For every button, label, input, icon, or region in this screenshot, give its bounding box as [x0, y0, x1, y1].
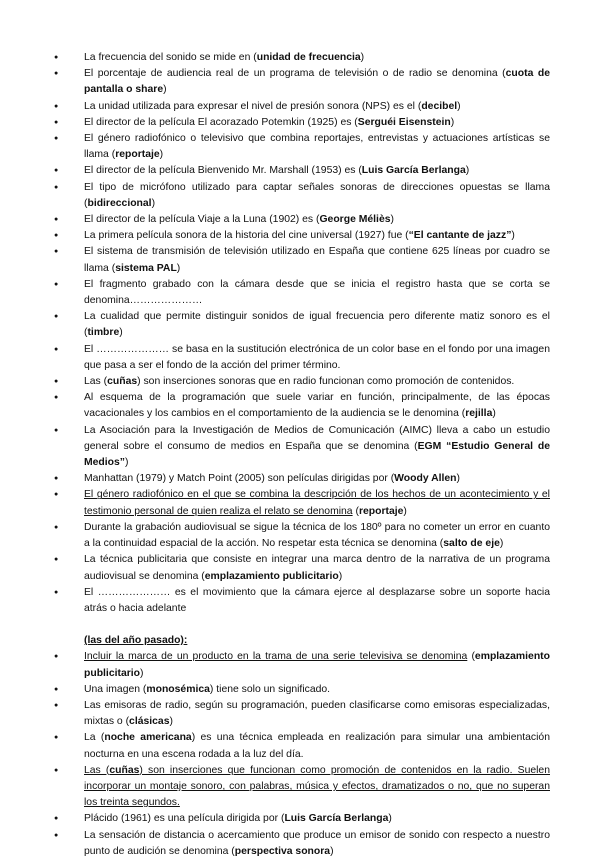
item-text: El ………………… es el movimiento que la cámara ejerce al desplazarse sobre un soporte hacia atrás o hacia adelante — [84, 586, 550, 614]
list-item — [52, 228, 550, 244]
item-text: El sistema de transmisión de televisión utilizado en España que contiene 625 líneas por cuadro se llama ( — [84, 246, 550, 274]
item-answer: cuñas — [107, 376, 138, 388]
item-answer: emplazamiento publicitario — [84, 651, 550, 679]
item-answer: decibel — [421, 100, 458, 112]
item-answer: unidad de frecuencia — [256, 52, 361, 63]
item-answer: sistema PAL — [115, 262, 177, 274]
item-text: Las ( — [84, 376, 108, 388]
document-body — [52, 50, 550, 860]
list-item — [52, 698, 550, 730]
item-text: La primera película sonora de la historia del cine universal (1927) fue ( — [84, 230, 409, 242]
list-item — [52, 390, 550, 422]
item-text: La técnica publicitaria que consiste en integrar una marca dentro de la narrativa de un programa audiovisual se denomina ( — [84, 554, 550, 582]
item-text: Al esquema de la programación que suele variar en función, principalmente, de las épocas vacacionales y los cambios en el comportamiento de la audiencia se le denomina ( — [84, 392, 550, 420]
item-answer: monosémica — [146, 683, 210, 695]
list-item — [52, 730, 550, 762]
item-text: La cualidad que permite distinguir sonidos de igual frecuencia pero diferente matiz sonoro es el ( — [84, 311, 550, 339]
item-text-end: ) — [390, 214, 394, 226]
item-text-end: ) — [163, 84, 167, 96]
item-text-end: ) — [499, 538, 504, 550]
list-item — [52, 487, 550, 519]
item-text: El director de la película Viaje a la Luna (1902) es ( — [84, 214, 320, 226]
question-list — [52, 50, 550, 617]
list-item — [52, 828, 550, 860]
list-item — [52, 244, 550, 276]
item-text: El director de la película Bienvenido Mr. Marshall (1953) es ( — [84, 165, 362, 177]
item-answer: “El cantante de jazz” — [408, 230, 512, 242]
item-text: El género radiofónico en el que se combina la descripción de los hechos de un acontecimiento y el testimonio personal de quien realiza el relato se denomina — [84, 489, 550, 517]
section-spacer — [52, 617, 550, 633]
item-text: Una imagen ( — [84, 683, 147, 695]
item-text: El fragmento grabado con la cámara desde que se inicia el registro hasta que se corta se denomina………………… — [84, 278, 550, 307]
item-text-end: ) — [119, 327, 123, 339]
list-item — [52, 585, 550, 617]
item-text-end: ) es una técnica empleada en realización para simular una ambientación nocturna en una escena rodada a la luz del día. — [84, 732, 550, 760]
item-text: La Asociación para la Investigación de Medios de Comunicación (AIMC) lleva a cabo un estudio general sobre el consumo de medios en España que se denomina ( — [84, 424, 550, 452]
item-answer: perspectiva sonora — [234, 845, 331, 857]
list-item — [52, 115, 550, 131]
item-text: Plácido (1961) es una película dirigida por ( — [84, 813, 285, 825]
list-item — [52, 277, 550, 309]
item-text-end: ) — [456, 473, 460, 485]
item-text-end: ) — [176, 262, 181, 274]
list-item — [52, 309, 550, 341]
item-answer: rejilla — [465, 408, 493, 420]
item-answer: salto de eje — [443, 538, 500, 550]
item-answer: cuota de pantalla o share — [84, 68, 550, 96]
item-text: El género radiofónico o televisivo que combina reportajes, entrevistas y actuaciones artísticas se llama ( — [84, 133, 550, 161]
list-item — [52, 423, 550, 472]
item-answer: timbre — [87, 327, 120, 339]
item-text-end: ) son inserciones sonoras que en radio funcionan como promoción de contenidos. — [137, 376, 515, 388]
list-item — [52, 212, 550, 228]
list-item — [52, 811, 550, 827]
previous-year-list — [52, 649, 550, 860]
list-item — [52, 163, 550, 179]
item-text: Manhattan (1979) y Match Point (2005) son películas dirigidas por ( — [84, 473, 395, 485]
item-text: El director de la película El acorazado Potemkin (1925) es ( — [84, 116, 358, 128]
list-item — [52, 66, 550, 98]
item-text-end: ) — [140, 667, 144, 679]
item-text: Las emisoras de radio, según su programación, pueden clasificarse como emisoras especializadas, mixtas o ( — [84, 699, 550, 728]
list-item — [52, 763, 550, 812]
item-answer: reportaje — [115, 149, 160, 161]
list-item — [52, 374, 550, 390]
item-answer: cuñas — [109, 764, 140, 776]
list-item — [52, 520, 550, 552]
list-item — [52, 131, 550, 163]
list-item — [52, 471, 550, 487]
item-text-end: ) son inserciones que funcionan como promoción de contenidos en la radio. Suelen incorporar un montaje sonoro, con palabras, música y efectos, dramatizados o no, que no superan los treinta segundos. — [84, 764, 550, 809]
item-text-end: ) — [125, 457, 129, 469]
item-text-end: ) tiene solo un significado. — [209, 683, 331, 695]
item-text-end: ) — [159, 149, 164, 161]
item-answer: bidireccional — [87, 197, 152, 209]
item-answer: Luis García Berlanga — [284, 813, 389, 825]
item-text: La ( — [84, 732, 105, 744]
item-answer: George Méliès — [319, 214, 391, 226]
item-text-end: ) — [169, 716, 173, 728]
item-answer: emplazamiento publicitario — [204, 570, 339, 582]
item-text-end: ) — [330, 845, 334, 857]
list-item — [52, 50, 550, 66]
section-title: (las del año pasado): — [84, 635, 188, 647]
item-text-mid: ( — [352, 505, 359, 517]
item-text-end: ) — [360, 52, 365, 63]
list-item — [52, 342, 550, 374]
item-answer: noche americana — [104, 732, 192, 744]
item-answer: Woody Allen — [394, 473, 457, 485]
item-text: El tipo de micrófono utilizado para captar señales sonoras de direcciones opuestas se llama ( — [84, 181, 550, 209]
item-text: La unidad utilizada para expresar el nivel de presión sonora (NPS) es el ( — [84, 100, 422, 112]
item-text: La sensación de distancia o acercamiento que produce un emisor de sonido con respecto a nuestro punto de audición se denomina ( — [84, 829, 550, 857]
item-answer: Serguéi Eisenstein — [357, 116, 451, 128]
item-text-mid: ( — [467, 651, 475, 663]
item-text-end: ) — [338, 570, 343, 582]
item-text-end: ) — [492, 408, 496, 420]
item-text: El porcentaje de audiencia real de un programa de televisión o de radio se denomina ( — [84, 68, 506, 80]
item-answer: reportaje — [358, 505, 404, 517]
item-answer: EGM “Estudio General de Medios” — [84, 440, 550, 469]
item-text-end: ) — [450, 116, 455, 128]
item-text: Incluir la marca de un producto en la trama de una serie televisiva se denomina — [84, 651, 468, 663]
item-text-end: ) — [457, 100, 461, 112]
list-item — [52, 99, 550, 115]
item-text-end: ) — [388, 813, 392, 825]
item-text-end: ) — [151, 197, 156, 209]
item-text-end: ) — [403, 505, 407, 517]
item-text: El ………………… se basa en la sustitución electrónica de un color base en el fondo por una imagen que pasa a ser el fondo de la acción del primer término. — [84, 343, 550, 371]
item-answer: Luis García Berlanga — [361, 165, 466, 177]
item-text: La frecuencia del sonido se mide en ( — [84, 52, 257, 63]
item-answer: clásicas — [129, 716, 170, 728]
list-item — [52, 180, 550, 212]
item-text: Las ( — [84, 764, 110, 776]
list-item — [52, 552, 550, 584]
list-item — [52, 682, 550, 698]
list-item — [52, 649, 550, 681]
item-text: Durante la grabación audiovisual se sigue la técnica de los 180º para no cometer un error en cuanto a la continuidad espacial de la acción. No respetar esta técnica se denomina ( — [84, 521, 550, 550]
item-text-end: ) — [511, 230, 515, 242]
item-text-end: ) — [465, 165, 470, 177]
